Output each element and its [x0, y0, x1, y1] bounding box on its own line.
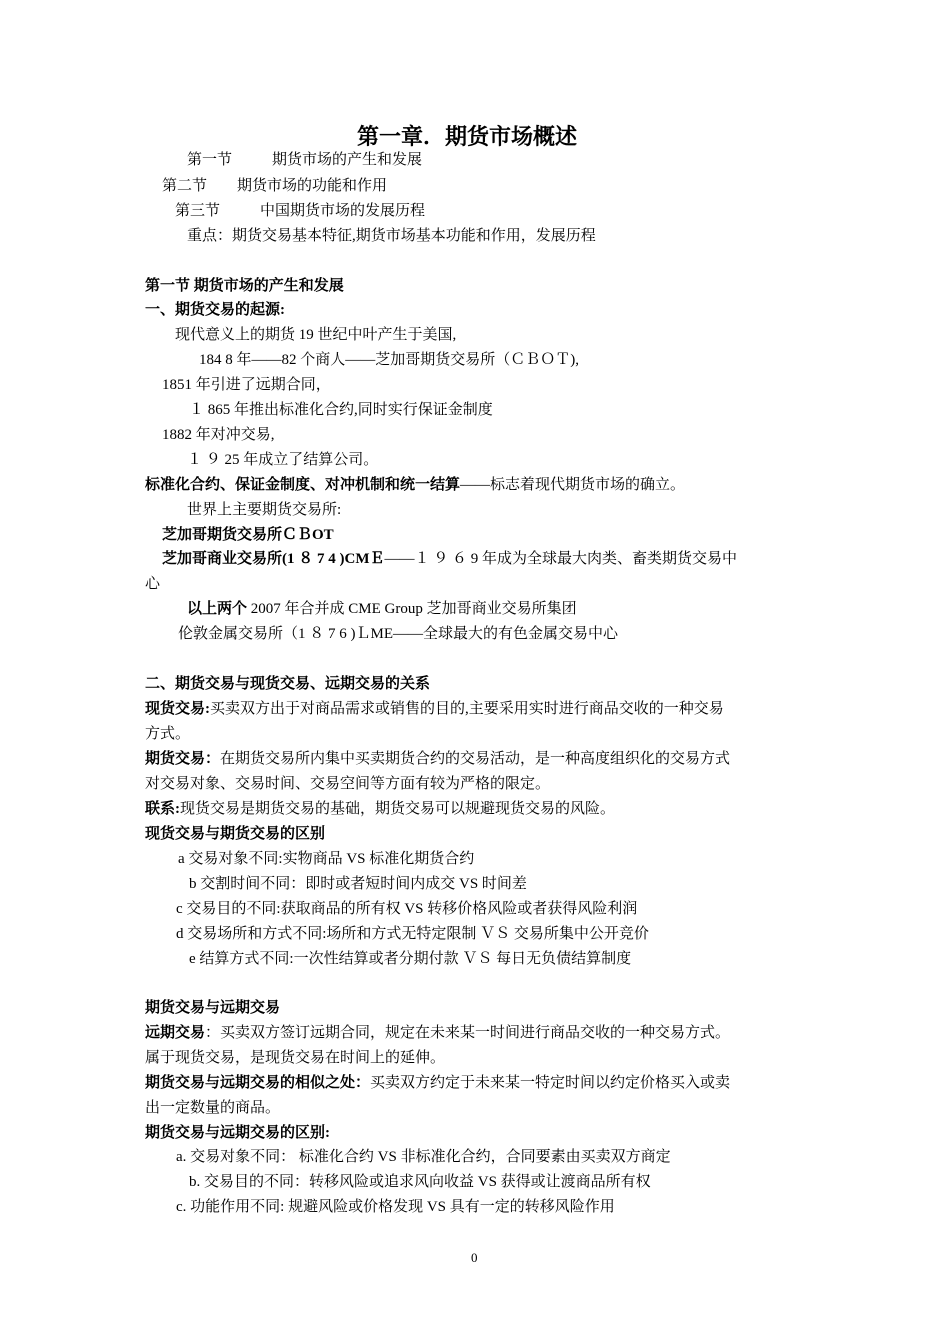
toc-item-2: [162, 176, 387, 196]
toc-item-3: [175, 201, 425, 221]
definition-link: [145, 799, 615, 819]
difference-item: b. 交易目的不同：转移风险或追求风向收益 VS 获得或让渡商品所有权: [189, 1174, 651, 1190]
history-line: 184 8 年——82 个商人——芝加哥期货交易所（ＣＢＯＴ),: [199, 352, 579, 368]
plain-text: ——标志着现代期货市场的确立。: [460, 477, 686, 493]
bold-text: 芝加哥商业交易所(1 ８ 7 4 )CMＥ: [162, 551, 385, 567]
section-heading: 第一节 期货市场的产生和发展: [145, 278, 344, 294]
page-number: 0: [471, 1250, 478, 1265]
toc-section-text: 中国期货市场的发展历程: [260, 203, 426, 219]
term-text: ：买卖双方签订远期合同，规定在未来某一时间进行商品交收的一种交易方式。: [205, 1025, 731, 1041]
plain-text: ——１ ９ ６ 9 年成为全球最大肉类、畜类期货交易中: [384, 551, 737, 567]
history-line: 现代意义上的期货 19 世纪中叶产生于美国,: [175, 327, 457, 343]
term-label: 期货交易与远期交易的相似之处：: [145, 1075, 371, 1091]
difference-item: a 交易对象不同:实物商品 VS 标准化期货合约: [178, 851, 475, 867]
toc-section-label: 第一节: [187, 152, 233, 168]
definition-similarity: [145, 1073, 730, 1093]
section-heading: 二、期货交易与现货交易、远期交易的关系: [145, 676, 431, 692]
definition-forward: [145, 1023, 730, 1043]
subsection-heading: 一、期货交易的起源:: [145, 302, 285, 318]
history-line: 1882 年对冲交易,: [162, 427, 275, 443]
difference-item: b 交割时间不同：即时或者短时间内成交 VS 时间差: [189, 876, 527, 892]
history-line: １ 865 年推出标准化合约,同时实行保证金制度: [189, 402, 493, 418]
toc-item-1: [187, 150, 422, 170]
exchange-cbot: 芝加哥期货交易所ＣＢOT: [162, 527, 334, 543]
milestone-statement: [145, 475, 685, 495]
definition-cont: 属于现货交易，是现货交易在时间上的延伸。: [145, 1050, 446, 1066]
exchange-merge: [187, 599, 577, 619]
definition-spot: [145, 699, 724, 719]
toc-section-text: 期货市场的产生和发展: [272, 152, 423, 168]
term-label: 现货交易:: [145, 701, 210, 717]
term-text: 在期货交易所内集中买卖期货合约的交易活动，是一种高度组织化的交易方式: [220, 751, 731, 767]
definition-cont: 对交易对象、交易时间、交易空间等方面有较为严格的限定。: [145, 776, 551, 792]
term-label: 联系:: [145, 801, 180, 817]
toc-section-label: 第三节: [175, 203, 221, 219]
exchange-cme: [162, 549, 737, 569]
definition-futures: [145, 749, 730, 769]
difference-item: c 交易目的不同:获取商品的所有权 VS 转移价格风险或者获得风险利润: [176, 901, 638, 917]
bold-text: 标准化合约、保证金制度、对冲机制和统一结算: [145, 477, 461, 493]
key-points: 重点：期货交易基本特征,期货市场基本功能和作用，发展历程: [187, 228, 596, 244]
difference-item: a. 交易对象不同： 标准化合约 VS 非标准化合约，合同要素由买卖双方商定: [176, 1149, 671, 1165]
plain-text: 2007 年合并成 CME Group 芝加哥商业交易所集团: [247, 601, 577, 617]
exchange-lme: 伦敦金属交易所（1 ８ 7 6 )ＬME——全球最大的有色金属交易中心: [178, 626, 618, 642]
definition-cont: 出一定数量的商品。: [145, 1100, 281, 1116]
toc-section-label: 第二节: [162, 178, 208, 194]
subsection-heading: 现货交易与期货交易的区别: [145, 826, 326, 842]
term-label: 期货交易：: [145, 751, 221, 767]
history-line: １ ９ 25 年成立了结算公司。: [187, 452, 379, 468]
history-line: 1851 年引进了远期合同，: [162, 377, 331, 393]
section-heading: 期货交易与远期交易: [145, 1000, 281, 1016]
term-label: 远期交易: [145, 1025, 206, 1041]
difference-item: d 交易场所和方式不同:场所和方式无特定限制 ＶＳ 交易所集中公开竞价: [176, 926, 649, 942]
term-text: 买卖双方约定于未来某一特定时间以约定价格买入或卖: [370, 1075, 731, 1091]
definition-cont: 方式。: [145, 726, 191, 742]
page-title: 第一章．期货市场概述: [357, 124, 578, 149]
toc-section-text: 期货市场的功能和作用: [237, 178, 388, 194]
difference-item: c. 功能作用不同: 规避风险或价格发现 VS 具有一定的转移风险作用: [176, 1199, 615, 1215]
exchanges-intro: 世界上主要期货交易所:: [187, 502, 342, 518]
subsection-heading: 期货交易与远期交易的区别:: [145, 1125, 330, 1141]
difference-item: e 结算方式不同:一次性结算或者分期付款 ＶＳ 每日无负债结算制度: [189, 951, 632, 967]
bold-text: 以上两个: [187, 601, 248, 617]
exchange-cme-cont: 心: [145, 576, 161, 592]
term-text: 买卖双方出于对商品需求或销售的目的,主要采用实时进行商品交收的一种交易: [210, 701, 724, 717]
term-text: 现货交易是期货交易的基础，期货交易可以规避现货交易的风险。: [180, 801, 616, 817]
